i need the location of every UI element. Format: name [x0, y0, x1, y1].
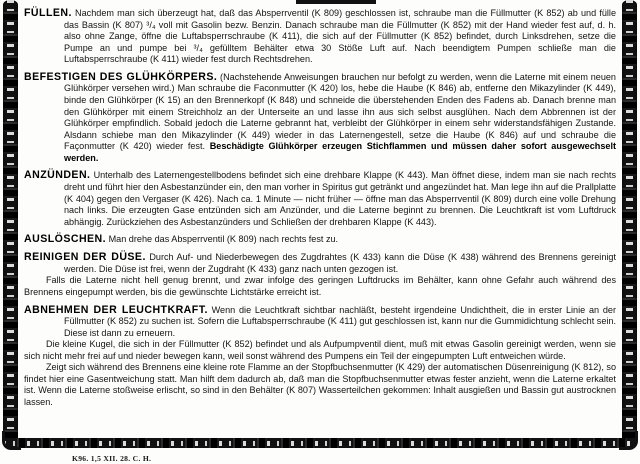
section-anzuenden-paragraph: Unterhalb des Laternengestellbodens befindet sich eine drehbare Klappe (K 443). Man öffnet diese, indem man sie nach rechts dreht und führt hier den Asbestanzünder ein, den man vorher in Spiritus gut getränkt und angezündet hat. Man lege ihn auf die Prallplatte (K 404) gegen den Vergaser (K 426). Nach ca. 1 Minute — nicht früher — öffne man das Absperrventil (K 809) durch eine volle Drehung nach links. Die erzeugten Gase entzünden sich am Anzünder, und die Laterne beginnt zu brennen. Die Leuchtkraft ist vom Luftdruck abhängig. Zurückziehen des Asbestanzünders und Schließen der drehbaren Klappe (K 443). — [64, 170, 616, 227]
bottom-ornamental-border — [3, 438, 637, 448]
section-reinigen — [24, 252, 616, 298]
section-reinigen-paragraph-2: Falls die Laterne nicht hell genug brennt, und zwar infolge des geringen Luftdrucks im Behälter, kann ohne Gefahr auch während des Brennens eingepumpt werden, bis die gewünschte Lichtstärke erreicht ist. — [24, 275, 616, 297]
section-anzuenden-heading: ANZÜNDEN. — [24, 169, 91, 182]
print-code-footer: K96. 1,5 XII. 28. C. H. — [72, 454, 152, 463]
section-reinigen-text — [24, 252, 616, 275]
section-reinigen-heading: REINIGEN DER DÜSE. — [24, 251, 146, 264]
section-ausloeschen-paragraph: Man drehe das Absperrventil (K 809) nach rechts fest zu. — [108, 234, 339, 245]
bottom-right-corner-ornament — [619, 431, 638, 450]
section-befestigen — [24, 72, 616, 164]
section-fuellen-heading: FÜLLEN. — [24, 7, 72, 19]
section-befestigen-heading: BEFESTIGEN DES GLÜHKÖRPERS. — [24, 70, 218, 83]
section-ausloeschen-text — [24, 234, 616, 246]
section-anzuenden — [24, 170, 616, 228]
bottom-left-corner-ornament — [2, 431, 21, 450]
section-ausloeschen — [24, 234, 616, 246]
section-abnehmen-paragraph-2: Die kleine Kugel, die sich in der Füllmutter (K 852) befindet und als Aufpumpventil dient, muß mit etwas Gasolin gereinigt werden, wenn sie sich nicht mehr frei auf und nieder bewegen kann, weil sonst während des Pumpens ein Teil der eingepumpten Luft entweichen würde. — [24, 339, 616, 361]
instructions-body — [24, 8, 616, 415]
section-anzuenden-text — [24, 170, 616, 228]
right-ornamental-border — [622, 0, 637, 446]
section-abnehmen-heading: ABNEHMEN DER LEUCHTKRAFT. — [24, 303, 208, 316]
section-fuellen — [24, 8, 616, 66]
section-abnehmen-text — [24, 305, 616, 340]
section-fuellen-paragraph: Nachdem man sich überzeugt hat, daß das Absperrventil (K 809) geschlossen ist, schraube man die Füllmutter (K 852) ab und fülle das Bassin (K 807) ³/₄ voll mit Gasolin bezw. Benzin. Danach schraube man die Füllmutter (K 852) mit der Hand wieder fest auf, d. h. also ohne Zange, öffne die Luftabsperrschraube (K 411), die sich auf der Füllmutter (K 852) befindet, durch Linksdrehen, setze die Pumpe an und pumpe bei ³/₄ gefülltem Behälter etwa 30 Stöße Luft auf. Nach beendigtem Pumpen schließe man die Luftabsperrschraube (K 411) wieder fest durch Rechtsdrehen. — [64, 8, 617, 65]
section-reinigen-paragraph-1: Durch Auf- und Niederbewegen des Zugdrahtes (K 433) kann die Düse (K 438) während des Brennens gereinigt werden. Die Düse ist frei, wenn der Zugdraht (K 433) ganz nach unten gezogen ist. — [64, 252, 616, 274]
top-edge-artifact — [296, 0, 376, 4]
section-abnehmen — [24, 305, 616, 409]
section-ausloeschen-heading: AUSLÖSCHEN. — [24, 233, 107, 246]
section-befestigen-emphasis: Beschädigte Glühkörper erzeugen Stichflammen und müssen daher sofort ausgewechselt werden. — [64, 141, 616, 163]
section-befestigen-text — [24, 72, 616, 164]
section-befestigen-paragraph: (Nachstehende Anweisungen brauchen nur befolgt zu werden, wenn die Laterne mit einem neuen Glühkörper versehen wird.) Man schraube die Faconmutter (K 420) los, hebe die Haube (K 846) ab, entferne den Mikazylinder (K 449), binde den Glühkörper (K 15) an den Brennerkopf (K 848) und schneide die überstehenden Enden des Fadens ab. Danach brenne man den Glühkörper mit einem Streichholz an der Unterseite an und lasse ihn aus sich selbst ausglühen. Nach dem Abbrennen ist der Glühkörper empfindlich. Sobald jedoch die Laterne gebrannt hat, verbleibt der Glühkörper in einem sehr widerstandsfähigen Zustande. Alsdann schiebe man den Mikazylinder (K 449) wieder in das Laternengestell, setze die Haube (K 846) auf und schraube die Façonmutter (K 420) wieder fest. — [64, 71, 616, 152]
left-ornamental-border — [3, 0, 18, 446]
section-fuellen-text — [24, 8, 616, 66]
section-abnehmen-paragraph-1: Wenn die Leuchtkraft sichtbar nachläßt, besteht irgendeine Undichtheit, die in erster Linie an der Füllmutter (K 852) zu suchen ist. Sofern die Luftabsperrschraube (K 411) gut geschlossen ist, kann nur die Gummidichtung schlecht sein. Diese ist dann zu erneuern. — [64, 304, 616, 338]
section-abnehmen-paragraph-3: Zeigt sich während des Brennens eine kleine rote Flamme an der Stopfbuchsenmutter (K 429) der automatischen Düsenreinigung (K 812), so findet hier eine Gasentweichung statt. Man hilft dem dadurch ab, daß man die Stopfbuchsenmutter etwas fester anzieht, wenn die Laterne erkaltet ist. Wenn die Laterne stoßweise erlischt, so sind in den Behälter (K 807) Wasserteilchen gekommen: Inhalt ausgießen und Bassin gut austrocknen lassen. — [24, 362, 616, 407]
